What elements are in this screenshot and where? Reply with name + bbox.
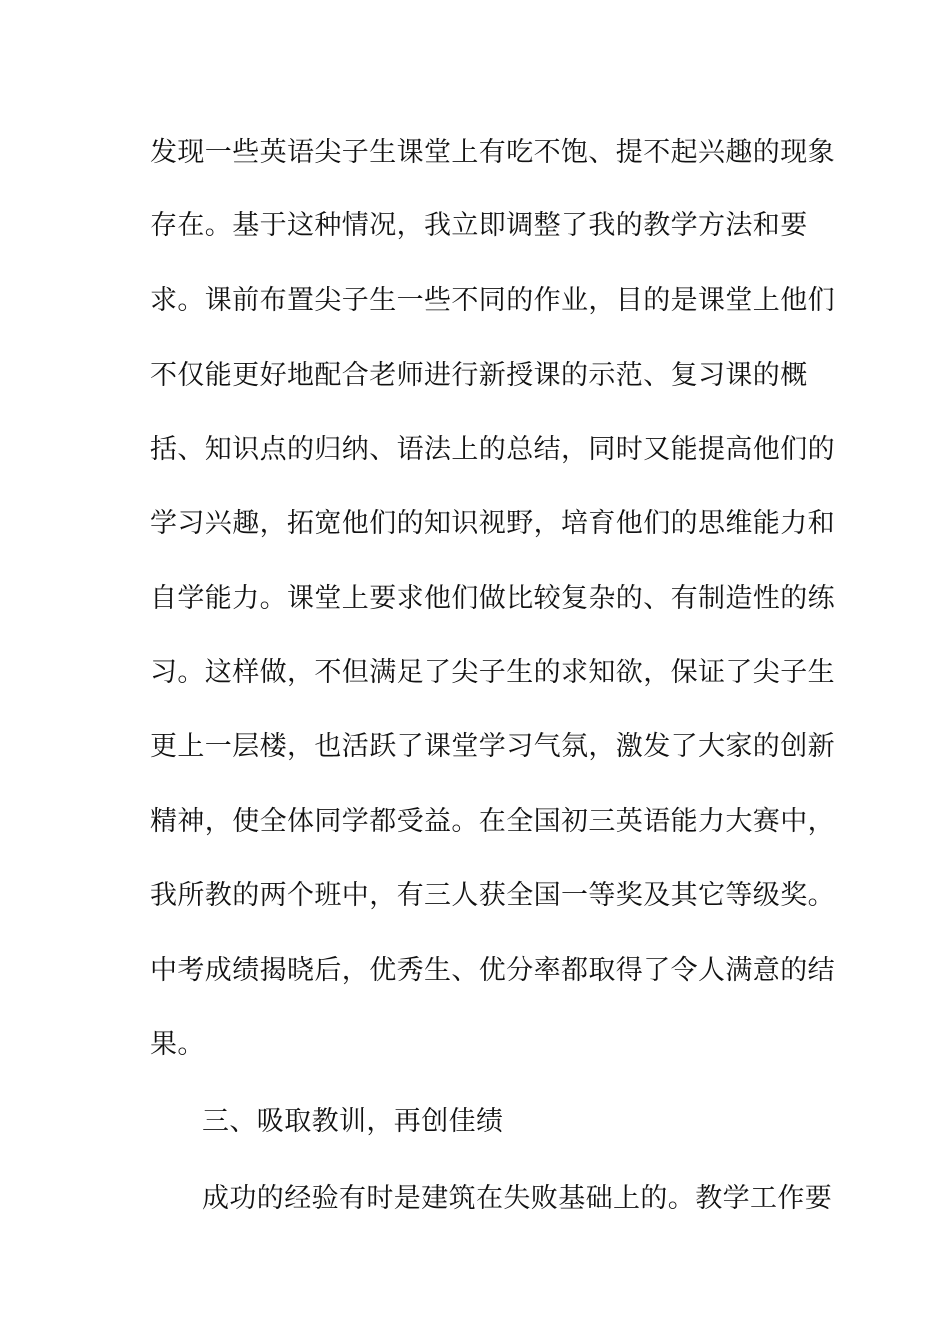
body-text-line: 求。课前布置尖子生一些不同的作业，目的是课堂上他们 — [150, 285, 835, 316]
section-heading: 三、吸取教训，再创佳绩 — [202, 1106, 504, 1137]
body-text-line: 更上一层楼，也活跃了课堂学习气氛，激发了大家的创新 — [150, 731, 835, 762]
body-text-line: 学习兴趣，拓宽他们的知识视野，培育他们的思维能力和 — [150, 508, 835, 539]
paragraph-first-line: 成功的经验有时是建筑在失败基础上的。教学工作要 — [202, 1183, 833, 1214]
body-text-line: 我所教的两个班中，有三人获全国一等奖及其它等级奖。 — [150, 880, 835, 911]
body-text-line: 中考成绩揭晓后，优秀生、优分率都取得了令人满意的结 — [150, 955, 835, 986]
body-text-line: 精神，使全体同学都受益。在全国初三英语能力大赛中， — [150, 806, 835, 837]
body-text-line: 存在。基于这种情况，我立即调整了我的教学方法和要 — [150, 210, 808, 241]
body-text-line: 自学能力。课堂上要求他们做比较复杂的、有制造性的练 — [150, 583, 835, 614]
body-text-line: 习。这样做，不但满足了尖子生的求知欲，保证了尖子生 — [150, 657, 835, 688]
body-text-line: 发现一些英语尖子生课堂上有吃不饱、提不起兴趣的现象 — [150, 137, 835, 168]
body-text-line: 不仅能更好地配合老师进行新授课的示范、复习课的概 — [150, 360, 808, 391]
body-text-line: 果。 — [150, 1029, 205, 1060]
body-text-line: 括、知识点的归纳、语法上的总结，同时又能提高他们的 — [150, 434, 835, 465]
